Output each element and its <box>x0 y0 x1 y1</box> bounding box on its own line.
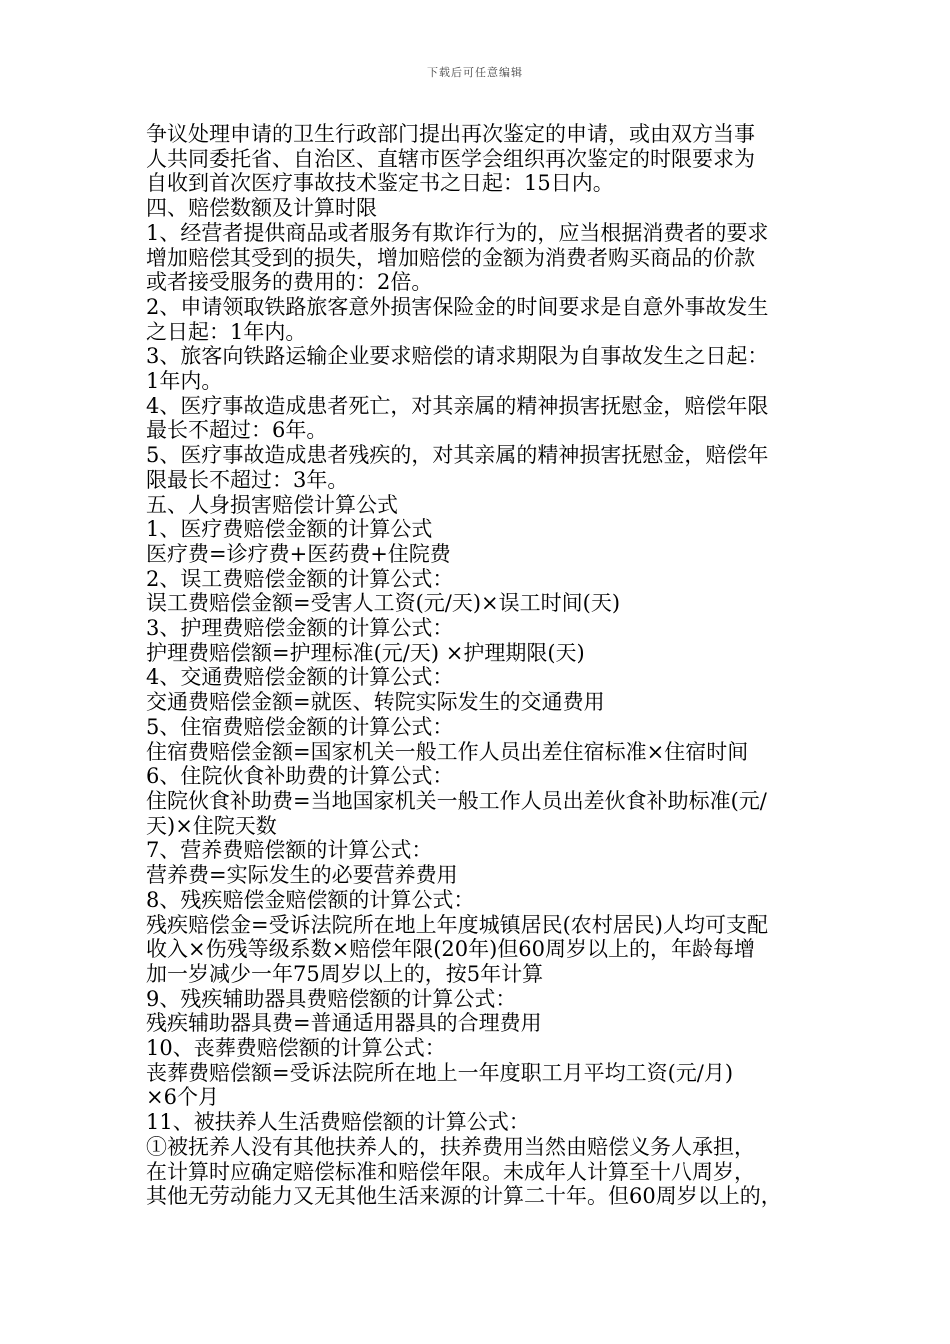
text-line: 天)×住院天数 <box>146 813 277 838</box>
text-line: 住宿费赔偿金额=国家机关一般工作人员出差住宿标准×住宿时间 <box>146 739 749 764</box>
text-line: 增加赔偿其受到的损失，增加赔偿的金额为消费者购买商品的价款 <box>146 245 755 270</box>
text-line: 在计算时应确定赔偿标准和赔偿年限。未成年人计算至十八周岁， <box>146 1159 755 1184</box>
text-line: 五、人身损害赔偿计算公式 <box>146 492 398 517</box>
text-line: 3、旅客向铁路运输企业要求赔偿的请求期限为自事故发生之日起： <box>146 344 769 369</box>
text-line: 限最长不超过：3年。 <box>146 467 349 492</box>
text-line: 5、住宿费赔偿金额的计算公式： <box>146 714 454 739</box>
text-line: 1、经营者提供商品或者服务有欺诈行为的，应当根据消费者的要求 <box>146 220 769 245</box>
text-line: 1年内。 <box>146 369 223 394</box>
text-line: 4、医疗事故造成患者死亡，对其亲属的精神损害抚慰金，赔偿年限 <box>146 393 769 418</box>
text-line: 住院伙食补助费=当地国家机关一般工作人员出差伙食补助标准(元/ <box>146 788 767 813</box>
text-line: 10、丧葬费赔偿额的计算公式： <box>146 1036 446 1061</box>
text-line: 交通费赔偿金额=就医、转院实际发生的交通费用 <box>146 690 605 715</box>
text-line: 2、申请领取铁路旅客意外损害保险金的时间要求是自意外事故发生 <box>146 294 769 319</box>
text-line: 误工费赔偿金额=受害人工资(元/天)×误工时间(天) <box>146 591 621 616</box>
text-line: 四、赔偿数额及计算时限 <box>146 196 377 221</box>
text-line: 人共同委托省、自治区、直辖市医学会组织再次鉴定的时限要求为 <box>146 146 755 171</box>
text-line: 残疾赔偿金=受诉法院所在地上年度城镇居民(农村居民)人均可支配 <box>146 912 768 937</box>
text-line: 自收到首次医疗事故技术鉴定书之日起：15日内。 <box>146 171 614 196</box>
text-line: 9、残疾辅助器具费赔偿额的计算公式： <box>146 986 517 1011</box>
text-line: 5、医疗事故造成患者残疾的，对其亲属的精神损害抚慰金，赔偿年 <box>146 443 769 468</box>
text-line: ①被抚养人没有其他扶养人的，扶养费用当然由赔偿义务人承担， <box>146 1134 755 1159</box>
text-line: 收入×伤残等级系数×赔偿年限(20年)但60周岁以上的，年龄每增 <box>146 937 756 962</box>
text-line: 7、营养费赔偿额的计算公式： <box>146 838 433 863</box>
text-line: 营养费=实际发生的必要营养费用 <box>146 863 458 888</box>
text-line: 残疾辅助器具费=普通适用器具的合理费用 <box>146 1011 542 1036</box>
text-line: 6、住院伙食补助费的计算公式： <box>146 764 454 789</box>
page-header: 下载后可任意编辑 <box>427 66 523 79</box>
text-line: 其他无劳动能力又无其他生活来源的计算二十年。但60周岁以上的， <box>146 1184 782 1209</box>
text-line: 11、被扶养人生活费赔偿额的计算公式： <box>146 1110 530 1135</box>
text-line: 4、交通费赔偿金额的计算公式： <box>146 665 454 690</box>
text-line: 争议处理申请的卫生行政部门提出再次鉴定的申请，或由双方当事 <box>146 122 755 146</box>
text-line: 之日起：1年内。 <box>146 319 307 344</box>
text-line: 2、误工费赔偿金额的计算公式： <box>146 566 454 591</box>
text-line: 丧葬费赔偿额=受诉法院所在地上一年度职工月平均工资(元/月) <box>146 1060 734 1085</box>
text-line: 或者接受服务的费用的：2倍。 <box>146 270 433 295</box>
text-line: 最长不超过：6年。 <box>146 418 328 443</box>
text-line: 3、护理费赔偿金额的计算公式： <box>146 616 454 641</box>
text-line: 8、残疾赔偿金赔偿额的计算公式： <box>146 887 475 912</box>
text-line: 加一岁减少一年75周岁以上的，按5年计算 <box>146 961 544 986</box>
document-body <box>146 122 826 1209</box>
text-line: 医疗费=诊疗费+医药费+住院费 <box>146 541 451 566</box>
text-line: 护理费赔偿额=护理标准(元/天) ×护理期限(天) <box>146 640 585 665</box>
text-line: 1、医疗费赔偿金额的计算公式 <box>146 517 433 542</box>
text-line: ×6个月 <box>146 1085 219 1110</box>
